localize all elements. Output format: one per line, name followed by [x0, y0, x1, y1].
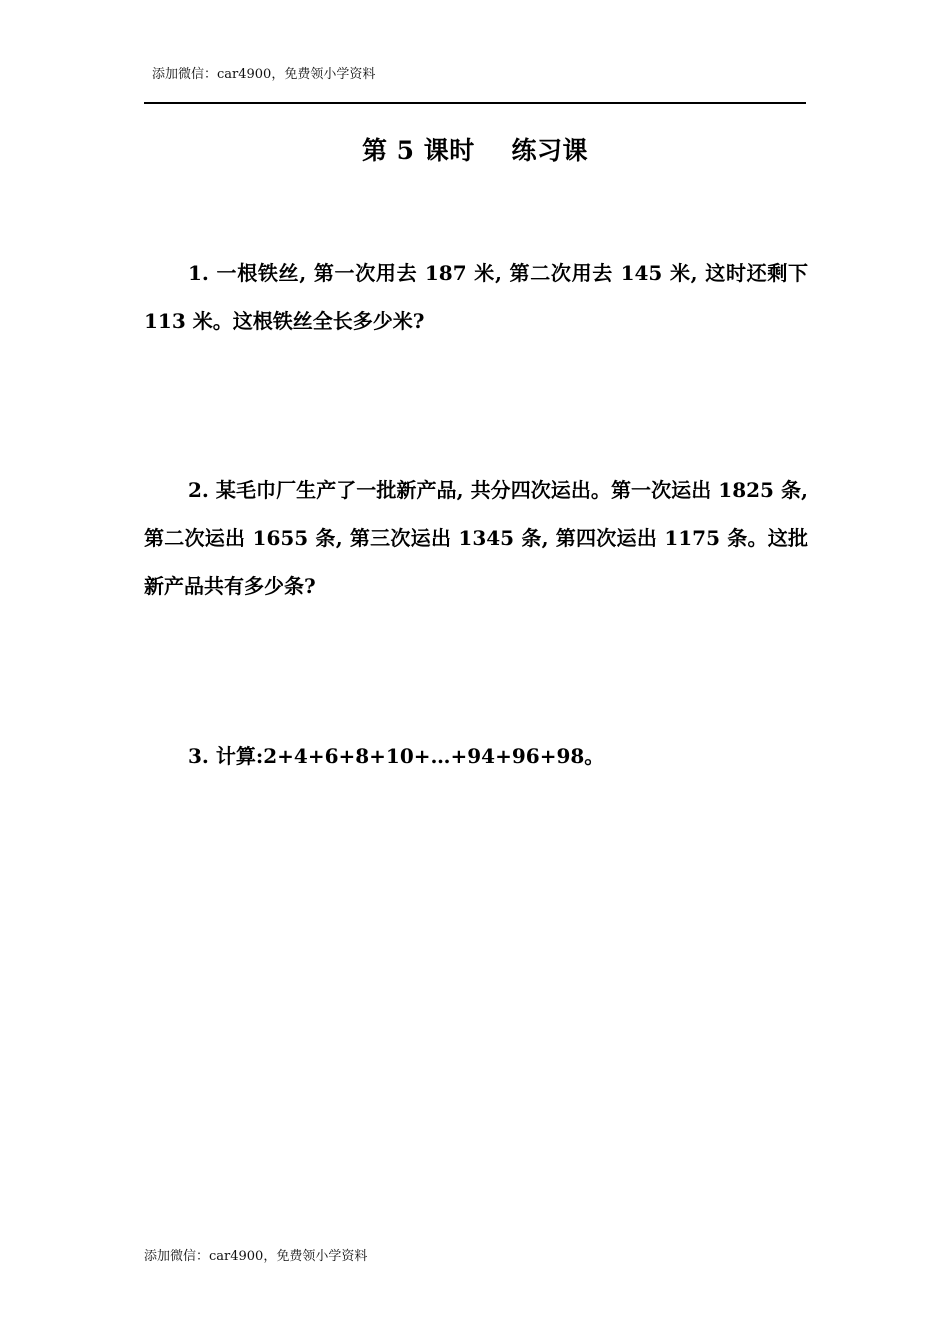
- question-3: 3. 计算:2+4+6+8+10+…+94+96+98。: [188, 744, 605, 768]
- header-divider: [144, 102, 806, 104]
- question-2: 2. 某毛巾厂生产了一批新产品, 共分四次运出。第一次运出 1825 条, 第二次运出 1655 条, 第三次运出 1345 条, 第四次运出 1175 条。这批新产品共有多少条?: [144, 478, 808, 598]
- question-1: 1. 一根铁丝, 第一次用去 187 米, 第二次用去 145 米, 这时还剩下 113 米。这根铁丝全长多少米?: [144, 261, 808, 333]
- page-title: 第 5 课时 练习课: [361, 136, 589, 165]
- footer-note: 添加微信：car4900，免费领小学资料: [144, 1249, 368, 1264]
- header-note: 添加微信：car4900，免费领小学资料: [152, 67, 376, 82]
